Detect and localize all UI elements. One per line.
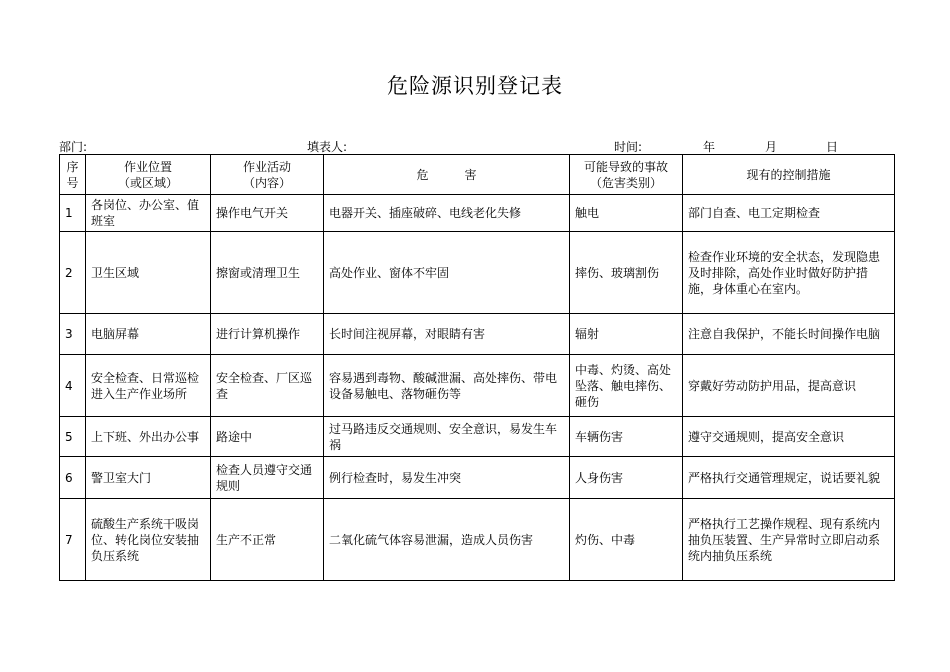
header-index — [60, 155, 86, 195]
table-row — [60, 355, 895, 417]
cell-index: 1 — [60, 195, 86, 232]
cell-activity: 生产不正常 — [211, 499, 324, 581]
cell-location: 卫生区域 — [86, 232, 211, 314]
table-row — [60, 499, 895, 581]
cell-index: 2 — [60, 232, 86, 314]
cell-location: 硫酸生产系统干吸岗位、转化岗位安装抽负压系统 — [86, 499, 211, 581]
cell-hazard: 高处作业、窗体不牢固 — [324, 232, 570, 314]
table-row — [60, 232, 895, 314]
table-header-row — [60, 155, 895, 195]
cell-hazard: 例行检查时，易发生冲突 — [324, 457, 570, 499]
cell-activity: 操作电气开关 — [211, 195, 324, 232]
header-text: 可能导致的事故 — [583, 159, 668, 174]
cell-hazard: 过马路违反交通规则、安全意识，易发生车祸 — [324, 417, 570, 457]
page-title: 危险源识别登记表 — [387, 74, 563, 98]
cell-location: 安全检查、日常巡检进入生产作业场所 — [86, 355, 211, 417]
header-activity — [211, 155, 324, 195]
cell-measures: 部门自查、电工定期检查 — [683, 195, 895, 232]
cell-measures: 检查作业环境的安全状态，发现隐患及时排除，高处作业时做好防护措施，身体重心在室内。 — [683, 232, 895, 314]
cell-accident: 灼伤、中毒 — [570, 499, 683, 581]
cell-accident: 触电 — [570, 195, 683, 232]
header-text: 危 害 — [416, 167, 477, 182]
cell-activity: 擦窗或清理卫生 — [211, 232, 324, 314]
cell-index: 7 — [60, 499, 86, 581]
cell-accident: 车辆伤害 — [570, 417, 683, 457]
header-text: （内容） — [242, 175, 291, 190]
cell-hazard: 二氧化硫气体容易泄漏，造成人员伤害 — [324, 499, 570, 581]
header-text: （或区域） — [117, 175, 178, 190]
header-text: 现有的控制措施 — [746, 167, 831, 182]
header-text: （危害类别） — [589, 175, 662, 190]
cell-activity: 检查人员遵守交通规则 — [211, 457, 324, 499]
cell-index: 4 — [60, 355, 86, 417]
header-measures — [683, 155, 895, 195]
filler-label: 填表人: — [307, 140, 348, 154]
cell-accident: 摔伤、玻璃割伤 — [570, 232, 683, 314]
table-row — [60, 195, 895, 232]
cell-index: 6 — [60, 457, 86, 499]
cell-measures: 遵守交通规则，提高安全意识 — [683, 417, 895, 457]
cell-index: 5 — [60, 417, 86, 457]
cell-location: 电脑屏幕 — [86, 314, 211, 355]
header-hazard — [324, 155, 570, 195]
cell-measures: 注意自我保护，不能长时间操作电脑 — [683, 314, 895, 355]
cell-measures: 严格执行交通管理规定，说话要礼貌 — [683, 457, 895, 499]
table-row — [60, 417, 895, 457]
year-label: 年 — [703, 140, 716, 154]
table-row — [60, 457, 895, 499]
cell-hazard: 长时间注视屏幕，对眼睛有害 — [324, 314, 570, 355]
cell-accident: 辐射 — [570, 314, 683, 355]
month-label: 月 — [765, 140, 778, 154]
cell-measures: 严格执行工艺操作规程、现有系统内抽负压装置、生产异常时立即启动系统内抽负压系统 — [683, 499, 895, 581]
cell-hazard: 容易遇到毒物、酸碱泄漏、高处摔伤、带电设备易触电、落物砸伤等 — [324, 355, 570, 417]
header-text: 号 — [66, 175, 79, 190]
cell-location: 上下班、外出办公事 — [86, 417, 211, 457]
cell-accident: 人身伤害 — [570, 457, 683, 499]
cell-accident: 中毒、灼烫、高处坠落、触电摔伤、砸伤 — [570, 355, 683, 417]
header-text: 作业活动 — [242, 159, 291, 174]
cell-location: 各岗位、办公室、值班室 — [86, 195, 211, 232]
cell-activity: 安全检查、厂区巡查 — [211, 355, 324, 417]
header-accident — [570, 155, 683, 195]
header-location — [86, 155, 211, 195]
cell-index: 3 — [60, 314, 86, 355]
cell-activity: 进行计算机操作 — [211, 314, 324, 355]
time-label: 时间: — [614, 140, 643, 154]
cell-location: 警卫室大门 — [86, 457, 211, 499]
dept-label: 部门: — [59, 140, 88, 154]
cell-measures: 穿戴好劳动防护用品，提高意识 — [683, 355, 895, 417]
day-label: 日 — [826, 140, 839, 154]
table-row — [60, 314, 895, 355]
hazard-table — [59, 154, 895, 581]
header-text: 作业位置 — [123, 159, 172, 174]
header-text: 序 — [66, 159, 79, 174]
cell-activity: 路途中 — [211, 417, 324, 457]
cell-hazard: 电器开关、插座破碎、电线老化失修 — [324, 195, 570, 232]
